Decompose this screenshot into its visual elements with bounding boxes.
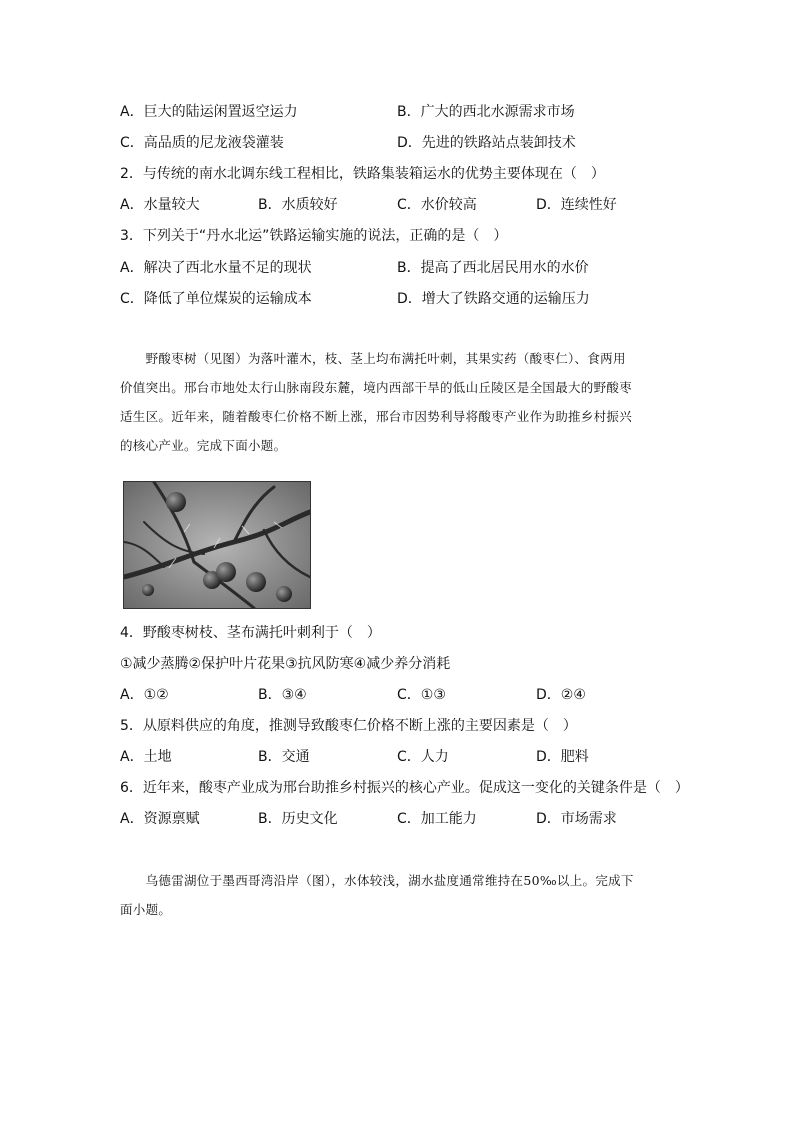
q5-option-d[interactable]: D．肥料 <box>536 749 589 765</box>
q4-option-a[interactable]: A．①② <box>120 687 169 703</box>
passage-lake <box>120 866 676 924</box>
q5-option-b[interactable]: B．交通 <box>258 749 310 765</box>
q1-option-b[interactable]: B．广大的西北水源需求市场 <box>397 104 575 120</box>
passage-line: 价值突出。邢台市地处太行山脉南段东麓，境内西部干旱的低山丘陵区是全国最大的野酸枣 <box>120 380 633 395</box>
q3-option-b[interactable]: B．提高了西北居民用水的水价 <box>397 260 589 276</box>
q6-option-d[interactable]: D．市场需求 <box>536 811 617 827</box>
q2-option-b[interactable]: B．水质较好 <box>258 197 338 213</box>
q3-option-c[interactable]: C．降低了单位煤炭的运输成本 <box>120 291 312 307</box>
passage-line: 的核心产业。完成下面小题。 <box>120 438 287 453</box>
passage-line: 乌德雷湖位于墨西哥湾沿岸（图），水体较浅，湖水盐度通常维持在50‰以上。完成下 <box>120 873 634 888</box>
passage-jujube <box>120 344 676 460</box>
q3-option-a[interactable]: A．解决了西北水量不足的现状 <box>120 260 312 276</box>
wild-jujube-photo <box>123 481 311 609</box>
q2-option-c[interactable]: C．水价较高 <box>397 197 477 213</box>
q5-option-a[interactable]: A．土地 <box>120 749 172 765</box>
q1-option-c[interactable]: C．高品质的尼龙液袋灌装 <box>120 135 284 151</box>
q2-option-d[interactable]: D．连续性好 <box>536 197 617 213</box>
q6-option-c[interactable]: C．加工能力 <box>397 811 477 827</box>
passage-line: 野酸枣树（见图）为落叶灌木，枝、茎上均布满托叶刺，其果实药（酸枣仁）、食两用 <box>120 351 626 366</box>
q4-choices: ①减少蒸腾②保护叶片花果③抗风防寒④减少养分消耗 <box>120 656 451 672</box>
q4-stem: 4．野酸枣树枝、茎布满托叶刺利于（ ） <box>120 625 381 641</box>
q5-option-c[interactable]: C．人力 <box>397 749 449 765</box>
q1-option-a[interactable]: A．巨大的陆运闲置返空运力 <box>120 104 298 120</box>
q3-stem: 3．下列关于“丹水北运”铁路运输实施的说法，正确的是（ ） <box>120 228 508 244</box>
q2-stem: 2．与传统的南水北调东线工程相比，铁路集装箱运水的优势主要体现在（ ） <box>120 166 605 182</box>
q2-option-a[interactable]: A．水量较大 <box>120 197 200 213</box>
jujube-branch-image <box>124 482 310 608</box>
q5-stem: 5．从原料供应的角度，推测导致酸枣仁价格不断上涨的主要因素是（ ） <box>120 718 577 734</box>
q6-option-b[interactable]: B．历史文化 <box>258 811 338 827</box>
q3-option-d[interactable]: D．增大了铁路交通的运输压力 <box>397 291 590 307</box>
passage-line: 面小题。 <box>120 902 172 917</box>
q4-option-c[interactable]: C．①③ <box>397 687 446 703</box>
q4-option-b[interactable]: B．③④ <box>258 687 307 703</box>
q4-option-d[interactable]: D．②④ <box>536 687 586 703</box>
q1-option-d[interactable]: D．先进的铁路站点装卸技术 <box>397 135 576 151</box>
q6-stem: 6．近年来，酸枣产业成为邢台助推乡村振兴的核心产业。促成这一变化的关键条件是（ ） <box>120 780 689 796</box>
passage-line: 适生区。近年来，随着酸枣仁价格不断上涨，邢台市因势利导将酸枣产业作为助推乡村振兴 <box>120 409 633 424</box>
q6-option-a[interactable]: A．资源禀赋 <box>120 811 200 827</box>
